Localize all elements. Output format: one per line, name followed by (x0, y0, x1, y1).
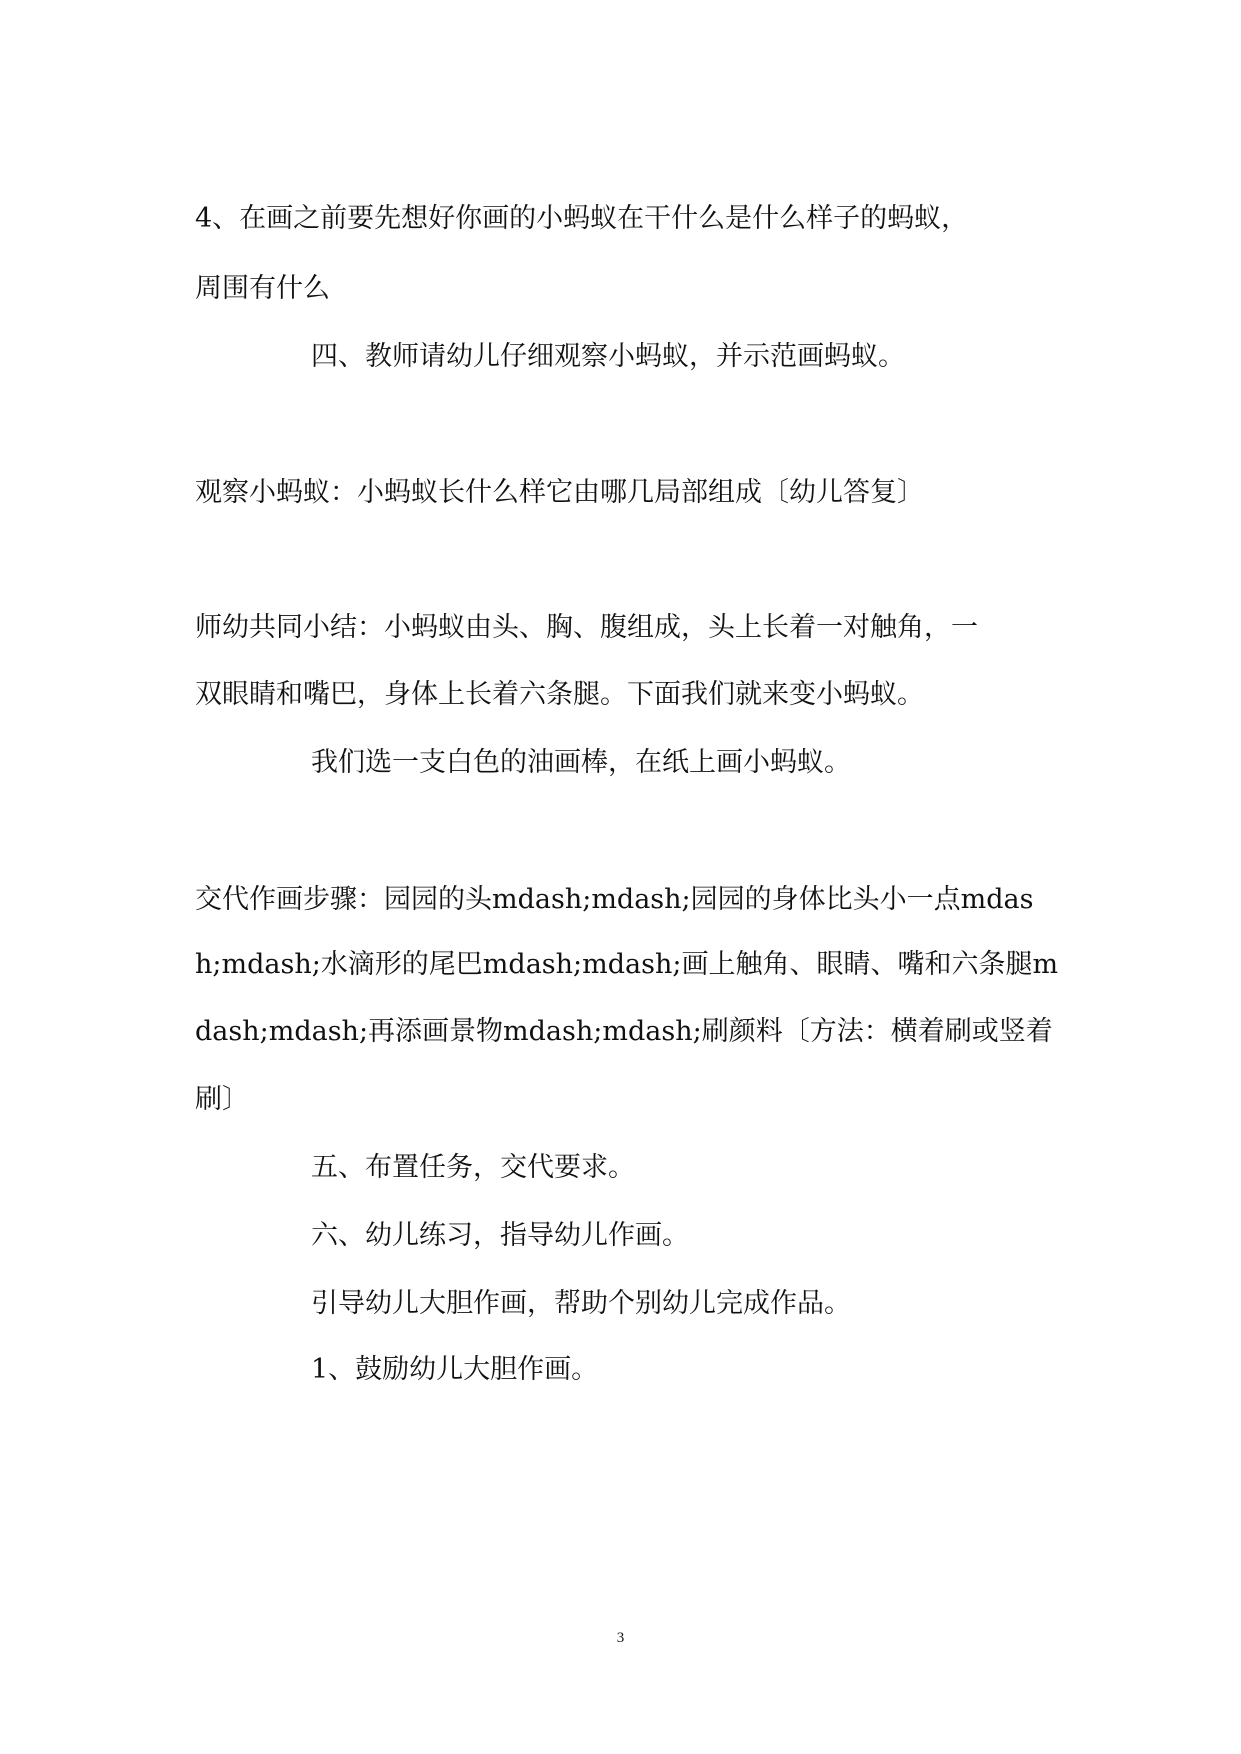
text-line-surroundings: 周围有什么 (195, 273, 330, 304)
section-heading-5: 五、布置任务，交代要求。 (311, 1152, 635, 1183)
text-line-summary-1: 师幼共同小结：小蚂蚁由头、胸、腹组成，头上长着一对触角，一 (195, 612, 978, 643)
text-line-drawing-steps-4: 刷〕 (195, 1084, 249, 1115)
text-line-step-4: 4、在画之前要先想好你画的小蚂蚁在干什么是什么样子的蚂蚁， (195, 203, 969, 234)
text-line-encourage: 1、鼓励幼儿大胆作画。 (311, 1354, 599, 1385)
page-number: 3 (616, 1630, 625, 1646)
text-line-drawing-steps-2: h;mdash;水滴形的尾巴mdash;mdash;画上触角、眼睛、嘴和六条腿m (195, 949, 1059, 980)
text-line-drawing-steps-3: dash;mdash;再添画景物mdash;mdash;刷颜料〔方法：横着刷或竖着 (195, 1016, 1053, 1047)
section-heading-6: 六、幼儿练习，指导幼儿作画。 (311, 1220, 689, 1251)
section-heading-4: 四、教师请幼儿仔细观察小蚂蚁，并示范画蚂蚁。 (311, 341, 905, 372)
text-line-drawing-steps-1: 交代作画步骤：园园的头mdash;mdash;园园的身体比头小一点mdas (195, 884, 1034, 915)
text-line-guide-children: 引导幼儿大胆作画，帮助个别幼儿完成作品。 (311, 1288, 851, 1319)
text-line-summary-2: 双眼睛和嘴巴，身体上长着六条腿。下面我们就来变小蚂蚁。 (195, 679, 924, 710)
text-line-observe-ant: 观察小蚂蚁：小蚂蚁长什么样它由哪几局部组成〔幼儿答复〕 (195, 477, 924, 508)
text-line-choose-crayon: 我们选一支白色的油画棒，在纸上画小蚂蚁。 (311, 747, 851, 778)
